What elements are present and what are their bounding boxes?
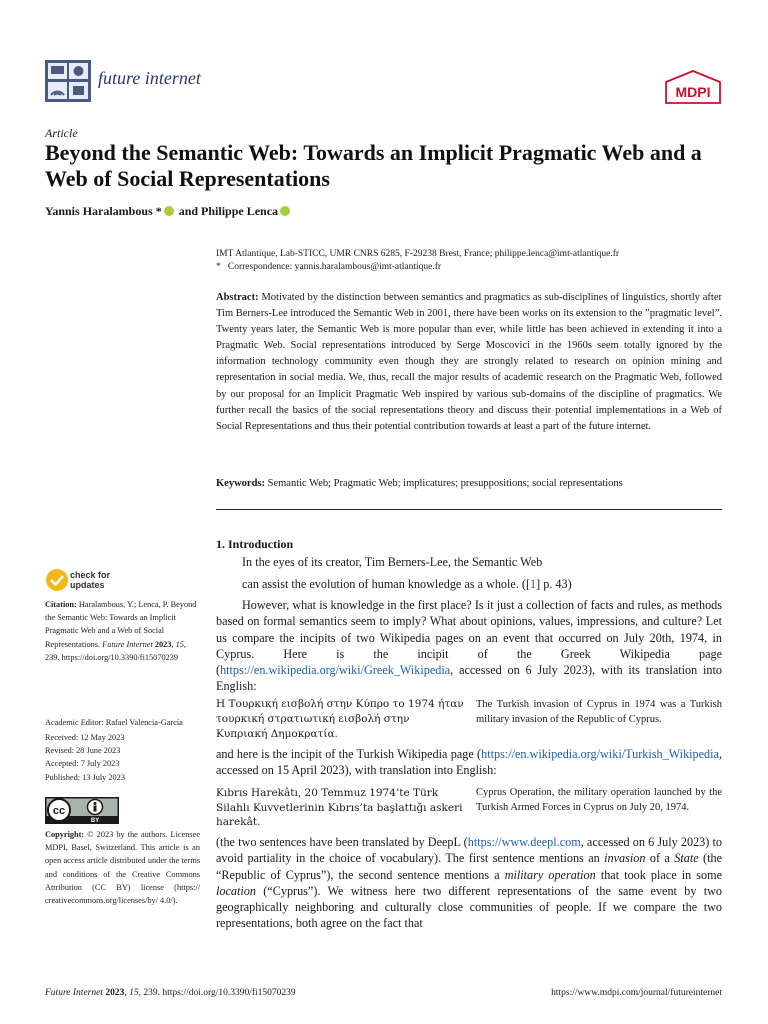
section-divider (216, 509, 722, 510)
reference-link[interactable]: 1 (530, 577, 537, 591)
citation-journal: Future Internet (102, 639, 153, 649)
paragraph: and here is the incipit of the Turkish Wikipedia page (https://en.wikipedia.org/wiki/Turkish_Wikipedia, accessed on 15 April 2023), with translation into English: (216, 747, 722, 778)
citation: Citation: Haralambous, Y.; Lenca, P. Beyond the Semantic Web: Towards an Implicit Pragmatic Web and a Web of Social Representations. Future Internet 2023, 15, 239. https://doi.org/10.3390/fi15070239 (45, 600, 197, 662)
footer-journal: Future Internet (45, 988, 103, 998)
svg-text:cc: cc (52, 805, 66, 817)
greek-incipit: Η Τουρκική εισβολή στην Κύπρο το 1974 ήταν τουρκική στρατιωτική εισβολή στην Κυπριακή Δημοκρατία. (216, 698, 464, 740)
paragraph: (the two sentences have been translated by DeepL (https://www.deepl.com, accessed on 6 July 2023) to avoid partiality in the choice of vocabulary). The first sentence mentions an invasion of a State (the “Republic of Cyprus”), the second sentence mentions a military operation that took place in some location (“Cyprus”). We witness here two different representations of the same event by two geographically neighboring and culturally close communities of people. If we compare the two representations, both agree on the fact that (216, 835, 722, 931)
date-received: Received: 12 May 2023 (45, 733, 125, 742)
greek-incipit-translation: The Turkish invasion of Cyprus in 1974 was a Turkish military invasion of the Republic of Cyprus. (476, 699, 722, 725)
citation-doi[interactable]: , 239. https://doi.org/10.3390/fi15070239 (45, 639, 186, 662)
footer-volume: 15 (129, 988, 139, 998)
publication-dates (45, 731, 200, 784)
correspondence-text: Correspondence: yannis.haralambous@imt-atlantique.fr (227, 262, 442, 272)
section-title: 1. Introduction (216, 537, 294, 551)
footer-citation: Future Internet 2023, 15, 239. https://doi.org/10.3390/fi15070239 (45, 988, 296, 998)
author-name[interactable]: Yannis Haralambous (45, 204, 153, 218)
check-for-updates-label[interactable]: check for updates (70, 570, 111, 590)
date-accepted: Accepted: 7 July 2023 (45, 759, 120, 769)
date-published: Published: 13 July 2023 (45, 772, 125, 782)
academic-editor: Academic Editor: Rafael Valencia-García (45, 718, 183, 727)
mdpi-logo-text: MDPI (675, 84, 711, 100)
footer-year: 2023 (105, 988, 125, 998)
mdpi-logo (664, 70, 722, 104)
author-list (45, 204, 292, 219)
abstract-text: Motivated by the distinction between semantics and pragmatics as sub-disciplines of linguistics, shortly after Tim Berners-Lee introduced the Semantic Web in 2001, there have been works on its extension to the ”pragmatic level”. Twenty years later, the Semantic Web is more popular than ever, while little has been achieved in extending it into a Pragmatic Web. Social representations introduced by Serge Moscovici in the 1960s seem totally ignored by the information technology community even though they are strongly related to research on opinion mining and representation in social media. We, thus, recall the major results of academic research on the Pragmatic Web, followed by our proposal for an Implicit Pragmatic Web inspired by various sub-domains of the discipline of pragmatics. We further recall the basics of the social representations theory and discuss their potential implementations in a Web of Social Representations and thus their potential contribution towards at least a part of the future internet. (216, 292, 722, 432)
cc-by-label: BY (90, 818, 100, 824)
keywords-label: Keywords: (216, 478, 265, 489)
correspondence-mark: * (152, 204, 162, 218)
footer-journal-url[interactable]: https://www.mdpi.com/journal/futureinternet (551, 988, 722, 998)
copyright-notice (45, 828, 200, 907)
journal-logo-icon (45, 60, 91, 102)
quote-line: can assist the evolution of human knowledge as a whole. ([1] p. 43) (242, 577, 572, 591)
turkish-wikipedia-link[interactable]: https://en.wikipedia.org/wiki/Turkish_Wikipedia (481, 747, 719, 761)
copyright-label: Copyright: (45, 830, 85, 839)
cc-by-license-icon[interactable] (45, 797, 119, 824)
date-revised: Revised: 28 June 2023 (45, 746, 121, 756)
orcid-icon[interactable] (280, 206, 290, 216)
author-name[interactable]: and Philippe Lenca (175, 204, 279, 218)
correspondence (216, 261, 441, 274)
deepl-link[interactable]: https://www.deepl.com (467, 835, 581, 849)
correspondence-mark: * (216, 262, 221, 272)
article-type: Article (45, 126, 78, 140)
journal-name: future internet (98, 68, 201, 88)
article-title: Beyond the Semantic Web: Towards an Implicit Pragmatic Web and a Web of Social Representations (45, 140, 702, 191)
abstract (216, 290, 722, 435)
citation-text: Haralambous, Y.; Lenca, P. Beyond the Semantic Web: Towards an Implicit Pragmatic Web and a Web of Social Representations. (45, 600, 197, 649)
keywords-text: Semantic Web; Pragmatic Web; implicatures; presuppositions; social representations (267, 478, 623, 489)
paragraph: However, what is knowledge in the first place? Is it just a collection of facts and rules, as methods based on formal semantics seem to imply? What about opinions, values, impressions, and culture? Let us compare the incipits of two Wikipedia pages on an event that occurred on July 20th, 1974, in Cyprus. Here is the incipit of the Greek Wikipedia page (https://en.wikipedia.org/wiki/Greek_Wikipedia, accessed on 6 July 2023), with its translation into English: (216, 598, 722, 694)
copyright-text: © 2023 by the authors. Licensee MDPI, Basel, Switzerland. This article is an open access article distributed under the terms and conditions of the Creative Commons Attribution (CC BY) license (https:// creativecommons.org/licenses/by/ 4.0/). (45, 830, 201, 906)
keywords (216, 476, 722, 491)
footer-doi[interactable]: , 239. https://doi.org/10.3390/fi15070239 (138, 988, 296, 998)
turkish-incipit: Kıbrıs Harekâtı, 20 Temmuz 1974’te Türk Silahlı Kuvvetlerinin Kıbrıs’ta başlattığı askeri harekât. (216, 787, 463, 828)
abstract-label: Abstract: (216, 292, 259, 303)
citation-volume: 15 (175, 639, 184, 649)
orcid-icon[interactable] (164, 206, 174, 216)
turkish-incipit-translation: Cyprus Operation, the military operation launched by the Turkish Armed Forces in Cyprus on July 20, 1974. (476, 787, 722, 813)
citation-year: 2023 (154, 639, 172, 649)
affiliation: IMT Atlantique, Lab-STICC, UMR CNRS 6285, F-29238 Brest, France; philippe.lenca@imt-atlantique.fr (216, 249, 620, 259)
quote-line: In the eyes of its creator, Tim Berners-Lee, the Semantic Web (242, 555, 543, 569)
greek-wikipedia-link[interactable]: https://en.wikipedia.org/wiki/Greek_Wikipedia (220, 663, 451, 678)
citation-label: Citation: (45, 600, 77, 609)
